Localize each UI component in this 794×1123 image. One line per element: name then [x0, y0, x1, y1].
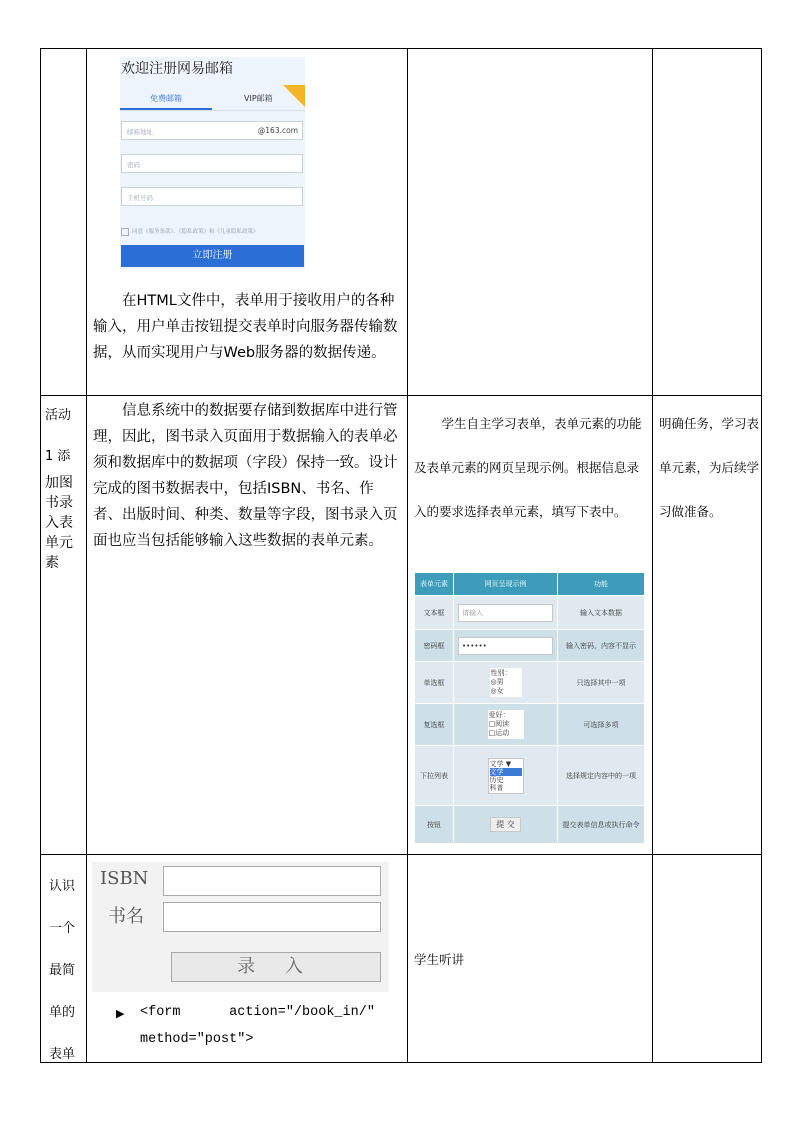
function-cell: 可选择多项: [558, 704, 645, 746]
agreement-text: 同意《服务条款》、《隐私政策》和《儿童隐私政策》: [132, 229, 259, 235]
element-cell: 下拉列表: [415, 746, 454, 806]
teaching-intent-text: 明确任务，学习表单元素，为后续学习做准备。: [659, 416, 760, 519]
select-example: [488, 758, 524, 794]
label-line: 单元: [45, 535, 73, 551]
function-cell: 提交表单信息或执行命令: [558, 806, 645, 844]
label-line: 单的: [49, 1005, 76, 1020]
example-cell: [454, 704, 558, 746]
student-listen-text: 学生听讲: [414, 952, 465, 967]
tab-free-mailbox: 免费邮箱: [150, 94, 182, 103]
example-cell: [454, 630, 558, 662]
label-line: 书录: [45, 495, 73, 511]
password-example: ••••••: [458, 637, 553, 655]
table-header-row: [415, 573, 645, 596]
example-cell: [454, 806, 558, 844]
password-placeholder: 密码: [127, 161, 140, 169]
radio-example: [490, 668, 522, 697]
isbn-label: ISBN: [100, 868, 149, 889]
element-cell: 文本框: [415, 596, 454, 630]
label-line: 活动: [45, 408, 72, 423]
vip-ribbon-icon: [283, 85, 305, 107]
tab-separator: [120, 110, 305, 111]
label-line: 素: [45, 555, 59, 571]
header-cell: 功能: [558, 573, 645, 596]
database-paragraph: 信息系统中的数据要存储到数据库中进行管理，因此，图书录入页面用于数据输入的表单必须和数据库中的数据项（字段）保持一致。设计完成的图书数据表中，包括ISBN、书名、作者、出版时间、种类、数量等字段，图书录入页面也应当包括能够输入这些数据的表单元素。: [93, 403, 398, 549]
select-option: 历史: [489, 775, 504, 784]
student-activity-text: 学生自主学习表单，表单元素的功能及表单元素的网页呈现示例。根据信息录入的要求选择表单元素，填写下表中。: [414, 416, 642, 519]
element-cell: 密码框: [415, 630, 454, 662]
element-cell: 复选框: [415, 704, 454, 746]
email-field: [121, 121, 303, 140]
book-entry-form-image: [92, 862, 389, 992]
activity-label: [45, 405, 83, 573]
textbox-example: 请输入: [458, 604, 553, 622]
checkbox-icon: [121, 228, 129, 236]
example-cell: [454, 746, 558, 806]
select-option: 科普: [489, 783, 504, 792]
reg-title: 欢迎注册网易邮箱: [121, 61, 233, 77]
bullet-icon: ▶: [116, 1007, 125, 1020]
radio-option: ◎男: [490, 678, 504, 686]
table-row: [415, 596, 645, 630]
checkbox-option: □阅读: [488, 720, 510, 728]
header-cell: 网页呈现示例: [454, 573, 558, 596]
phone-field: [121, 187, 303, 206]
label-line: 加图: [45, 475, 73, 491]
password-field: [121, 154, 303, 173]
label-line: 1 添: [45, 449, 71, 464]
label-line: 入表: [45, 515, 73, 531]
email-placeholder: 邮箱地址: [127, 128, 153, 136]
table-row: [415, 630, 645, 662]
register-button: 立即注册: [121, 245, 304, 267]
email-domain: @163.com: [257, 126, 298, 135]
button-example: 提 交: [490, 817, 521, 832]
element-cell: 单选框: [415, 662, 454, 704]
example-cell: [454, 662, 558, 704]
tab-vip-mailbox: VIP邮箱: [244, 94, 273, 103]
phone-placeholder: 手机号码: [127, 194, 153, 202]
table-row: [415, 662, 645, 704]
radio-label: 性别：: [490, 669, 512, 677]
label-line: 认识: [49, 879, 76, 894]
function-cell: 只选择其中一项: [558, 662, 645, 704]
function-cell: 选择规定内容中的一项: [558, 746, 645, 806]
email-registration-image: [120, 57, 305, 269]
code-line: method="post">: [140, 1032, 254, 1047]
label-line: 表单: [49, 1047, 76, 1062]
function-cell: 输入文本数据: [558, 596, 645, 630]
element-cell: 按钮: [415, 806, 454, 844]
function-cell: 输入密码，内容不显示: [558, 630, 645, 662]
book-title-label: 书名: [108, 906, 144, 927]
header-cell: 表单元素: [415, 573, 454, 596]
radio-option: ◎女: [490, 687, 504, 695]
checkbox-option: □运动: [488, 729, 510, 737]
select-value: 文学 ▼: [489, 759, 512, 768]
example-cell: [454, 596, 558, 630]
book-title-input: [163, 902, 381, 932]
table-row: [415, 806, 645, 844]
checkbox-example: [488, 710, 524, 739]
checkbox-label: 爱好：: [488, 711, 510, 719]
form-elements-table: [414, 572, 645, 844]
select-option: 文学: [490, 768, 522, 776]
simple-form-label: [49, 866, 83, 1076]
isbn-input: [163, 866, 381, 896]
enter-button: 录 入: [171, 952, 381, 982]
label-line: 一个: [49, 921, 76, 936]
form-intro-paragraph: 在HTML文件中，表单用于接收用户的各种输入，用户单击按钮提交表单时向服务器传输数据，从而实现用户与Web服务器的数据传递。: [93, 293, 398, 361]
table-row: [415, 704, 645, 746]
label-line: 最简: [49, 963, 76, 978]
code-line: <form action="/book_in/": [140, 1005, 375, 1020]
table-row: [415, 746, 645, 806]
